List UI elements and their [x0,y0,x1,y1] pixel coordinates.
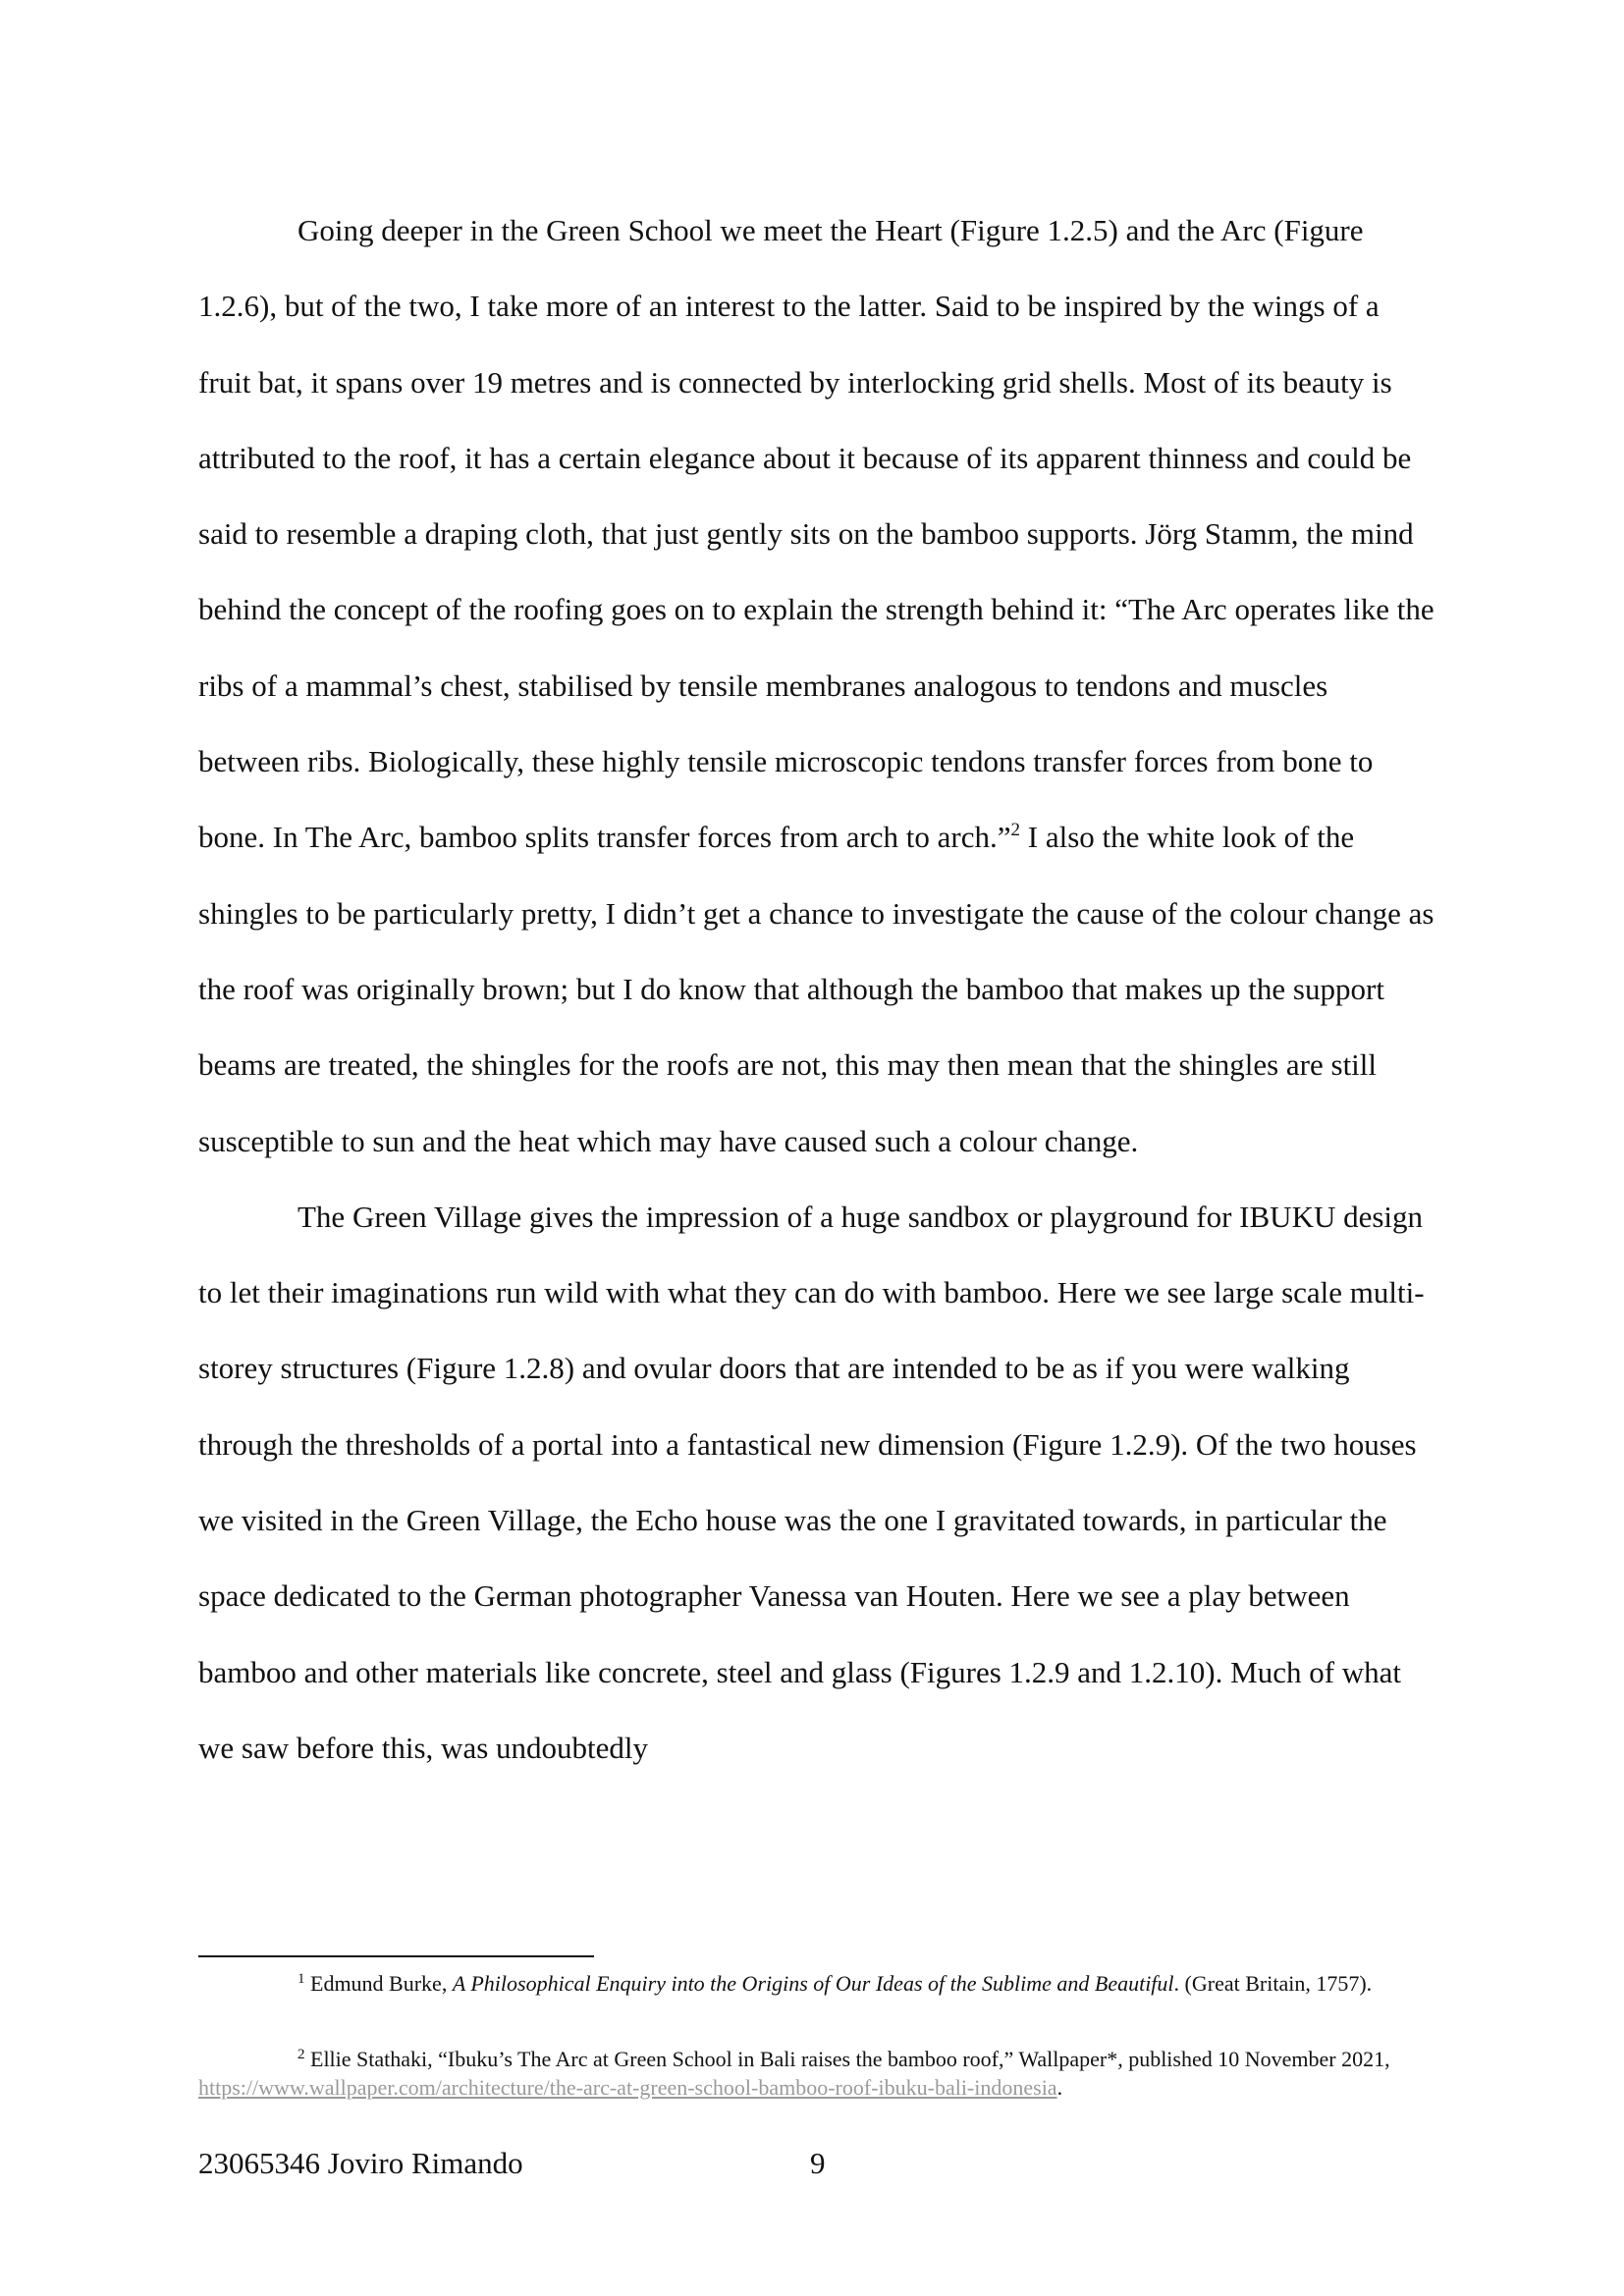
footnote-1-author: Edmund Burke, [310,1971,453,1996]
footnote-2-number: 2 [298,2047,305,2062]
footnote-2-end: . [1056,2075,1063,2100]
footnote-2 [198,2045,1435,2102]
footnote-2-link[interactable]: https://www.wallpaper.com/architecture/the-arc-at-green-school-bamboo-roof-ibuku-bali-indonesia [198,2075,1057,2100]
footnote-1-rest: . (Great Britain, 1757). [1173,1971,1373,1996]
footnote-1-title: A Philosophical Enquiry into the Origins of Our Ideas of the Sublime and Beautiful [452,1971,1174,1996]
footnote-1-number: 1 [298,1971,305,1987]
paragraph-1 [198,192,1435,1179]
paragraph-2: The Green Village gives the impression of a huge sandbox or playground for IBUKU design to let their imaginations run wild with what they can do with bamboo. Here we see large scale multi-storey structures (Figure 1.2.8) and ovular doors that are intended to be as if you were walking through the thresholds of a portal into a fantastical new dimension (Figure 1.2.9). Of the two houses we visited in the Green Village, the Echo house was the one I gravitated towards, in particular the space dedicated to the German photographer Vanessa van Houten. Here we see a play between bamboo and other materials like concrete, steel and glass (Figures 1.2.9 and 1.2.10). Much of what we saw before this, was undoubtedly [198,1199,1425,1765]
footnote-separator [198,1955,594,1957]
body-text [198,192,1435,1786]
page-number: 9 [810,2146,826,2180]
paragraph-1-text-continued: I also the white look of the shingles to be particularly pretty, I didn’t get a chance to investigate the cause of the colour change as the roof was originally brown; but I do know that although the bamboo that makes up the support beams are treated, the shingles for the roofs are not, this may then mean that the shingles are still susceptible to sun and the heat which may have caused such a colour change. [198,820,1435,1158]
paragraph-1-text: Going deeper in the Green School we meet the Heart (Figure 1.2.5) and the Arc (Figure 1.2.6), but of the two, I take more of an interest to the latter. Said to be inspired by the wings of a fruit bat, it spans over 19 metres and is connected by interlocking grid shells. Most of its beauty is attributed to the roof, it has a certain elegance about it because of its apparent thinness and could be said to resemble a draping cloth, that just gently sits on the bamboo supports. Jörg Stamm, the mind behind the concept of the roofing goes on to explain the strength behind it: “The Arc operates like the ribs of a mammal’s chest, stabilised by tensile membranes analogous to tendons and muscles between ribs. Biologically, these highly tensile microscopic tendons transfer forces from bone to bone. In The Arc, bamboo splits transfer forces from arch to arch.” [198,213,1435,855]
footnote-2-text: Ellie Stathaki, “Ibuku’s The Arc at Green School in Bali raises the bamboo roof,” Wallpaper*, published 10 November 2021, [310,2047,1390,2071]
footnote-ref-2[interactable]: 2 [1010,820,1021,841]
footer-author: 23065346 Joviro Rimando [198,2146,523,2180]
footnote-1 [198,1969,1435,1998]
